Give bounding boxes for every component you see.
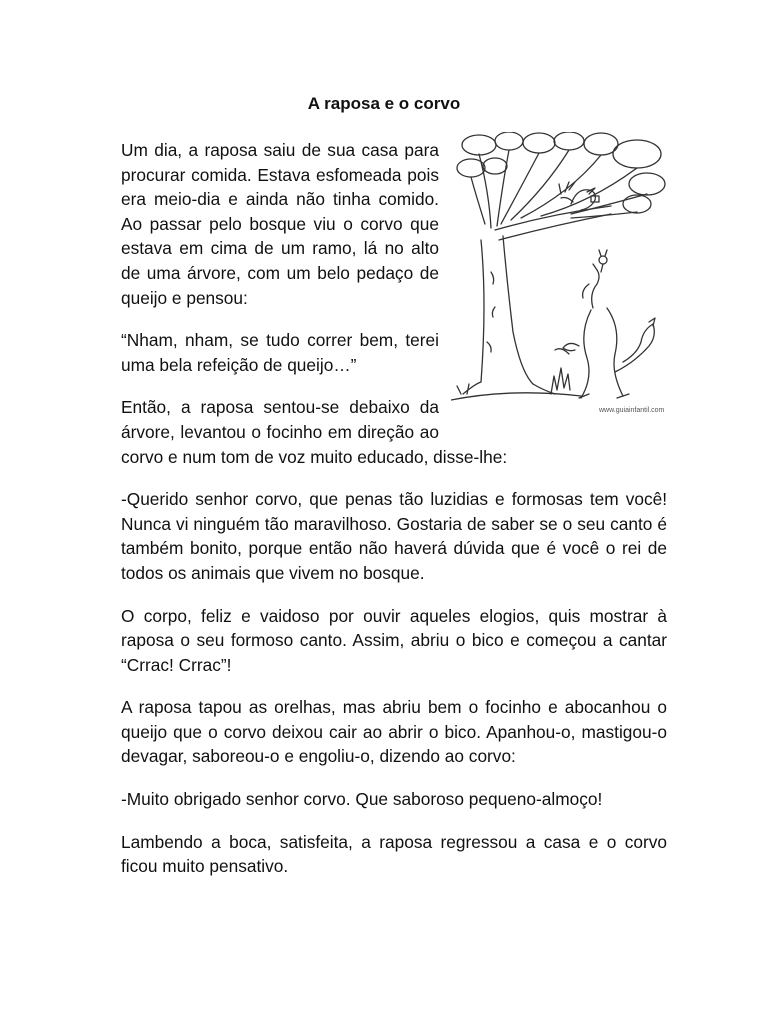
- fox-and-crow-tree-icon: [451, 132, 673, 420]
- paragraph-4: -Querido senhor corvo, que penas tão luzidias e formosas tem você! Nunca vi ninguém tão maravilhoso. Gostaria de saber se o seu canto é também bonito, porque então não haverá dúvida que é você o rei de todos os animais que vivem no bosque.: [121, 489, 667, 583]
- paragraph-8: Lambendo a boca, satisfeita, a raposa regressou a casa e o corvo ficou muito pensativo.: [121, 831, 667, 877]
- fox-and-crow-illustration: [451, 132, 673, 420]
- paragraph-7: -Muito obrigado senhor corvo. Que saboroso pequeno-almoço!: [121, 789, 603, 810]
- paragraph-2: “Nham, nham, se tudo correr bem, terei uma bela refeição de queijo…”: [121, 330, 439, 375]
- paragraph-6: A raposa tapou as orelhas, mas abriu bem o focinho e abocanhou o queijo que o corvo deixou cair ao abrir o bico. Apanhou-o, mastigou-o devagar, saboreou-o e engoliu-o, dizendo ao corvo:: [121, 697, 667, 767]
- page-title: A raposa e o corvo: [307, 94, 461, 113]
- paragraph-3: Então, a raposa sentou-se debaixo da árvore, levantou o focinho em direção ao corvo e num tom de voz muito educado, disse-lhe:: [121, 397, 508, 467]
- paragraph-5: O corpo, feliz e vaidoso por ouvir aqueles elogios, quis mostrar à raposa o seu formoso canto. Assim, abriu o bico e começou a cantar “Crrac! Crrac”!: [121, 605, 667, 675]
- paragraph-1: Um dia, a raposa saiu de sua casa para procurar comida. Estava esfomeada pois era meio-dia e ainda não tinha comido. Ao passar pelo bosque viu o corvo que estava em cima de um ramo, lá no alto de uma árvore, com um belo pedaço de queijo e pensou:: [121, 140, 439, 308]
- illustration-credit: www.guiainfantil.com: [599, 407, 665, 414]
- story-body: [121, 138, 667, 897]
